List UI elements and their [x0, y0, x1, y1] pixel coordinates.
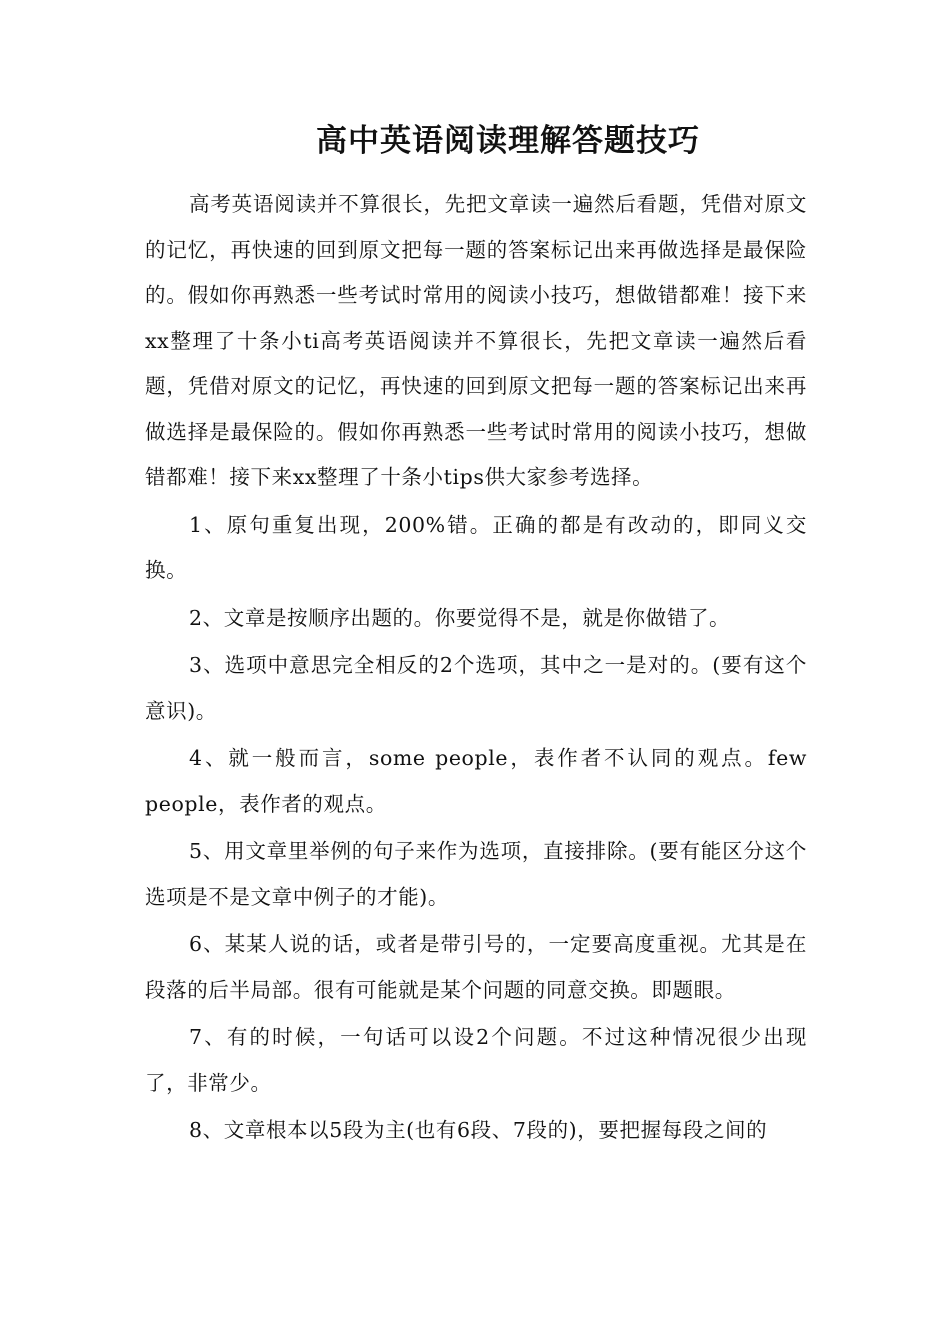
tip-paragraph-2: 2、文章是按顺序出题的。你要觉得不是，就是你做错了。 — [189, 605, 731, 630]
tip-paragraph-5: 5、用文章里举例的句子来作为选项，直接排除。(要有能区分这个选项是不是文章中例子的才能)。 — [145, 839, 807, 909]
tip-paragraph-6: 6、某某人说的话，或者是带引号的，一定要高度重视。尤其是在段落的后半局部。很有可能就是某个问题的同意交换。即题眼。 — [145, 932, 807, 1002]
tip-paragraph-3: 3、选项中意思完全相反的2个选项，其中之一是对的。(要有这个意识)。 — [145, 653, 807, 723]
document-title: 高中英语阅读理解答题技巧 — [316, 123, 700, 159]
tip-paragraph-8: 8、文章根本以5段为主(也有6段、7段的)，要把握每段之间的 — [189, 1118, 768, 1142]
tip-paragraph-1: 1、原句重复出现，200%错。正确的都是有改动的，即同义交换。 — [145, 512, 807, 582]
tip-paragraph-4: 4、就一般而言，some people，表作者不认同的观点。few people，表作者的观点。 — [145, 746, 807, 816]
tip-paragraph-7: 7、有的时候，一句话可以设2个问题。不过这种情况很少出现了，非常少。 — [145, 1025, 807, 1095]
intro-paragraph: 高考英语阅读并不算很长，先把文章读一遍然后看题，凭借对原文的记忆，再快速的回到原文把每一题的答案标记出来再做选择是最保险的。假如你再熟悉一些考试时常用的阅读小技巧，想做错都难！接下来xx整理了十条小ti高考英语阅读并不算很长，先把文章读一遍然后看题，凭借对原文的记忆，再快速的回到原文把每一题的答案标记出来再做选择是最保险的。假如你再熟悉一些考试时常用的阅读小技巧，想做错都难！接下来xx整理了十条小tips供大家参考选择。 — [145, 192, 807, 489]
document-body — [145, 182, 807, 1156]
